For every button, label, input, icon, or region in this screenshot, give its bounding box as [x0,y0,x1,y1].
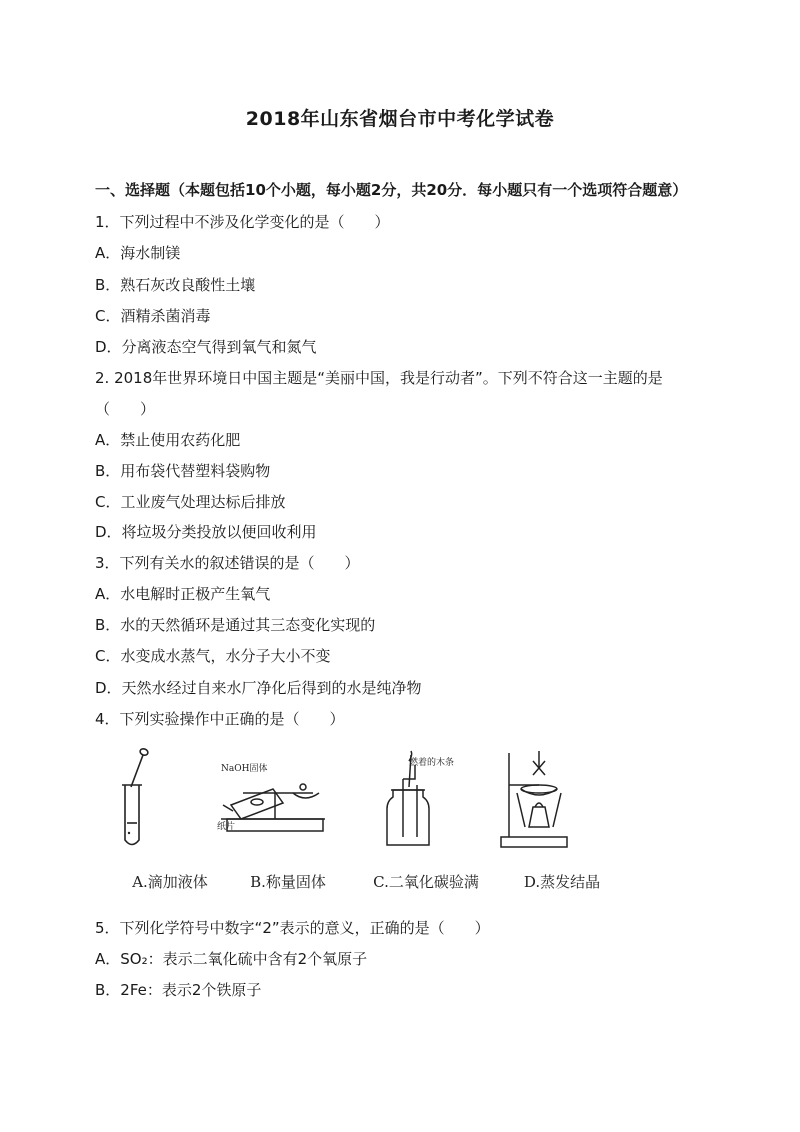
q4-figure [95,745,715,905]
q3-option-b: B．水的天然循环是通过其三态变化实现的 [95,616,376,634]
q3-option-a: A．水电解时正极产生氧气 [95,585,271,603]
stick-label: 燃着的木条 [409,758,455,768]
question-5: 5．下列化学符号中数字“2”表示的意义，正确的是（ ） [95,919,490,937]
q2-option-d: D．将垃圾分类投放以便回收利用 [95,523,317,541]
question-2: 2. 2018年世界环境日中国主题是“美丽中国，我是行动者”。下列不符合这一主题的是 [95,369,663,387]
paper-label: 纸片 [217,822,236,832]
gas-bottle-icon [351,745,501,870]
naoh-label: NaOH固体 [221,764,268,774]
q5-option-b: B．2Fe：表示2个铁原子 [95,981,262,999]
q2-option-b: B．用布袋代替塑料袋购物 [95,462,271,480]
q3-option-d: D．天然水经过自来水厂净化后得到的水是纯净物 [95,679,422,697]
caption-b: B.称量固体 [250,873,326,891]
caption-c: C.二氧化碳验满 [373,873,479,891]
question-2-cont: （ ） [95,400,156,418]
q1-option-c: C．酒精杀菌消毒 [95,307,211,325]
section-heading: 一、选择题（本题包括10个小题，每小题2分，共20分．每小题只有一个选项符合题意） [95,181,688,199]
figure-b [213,745,363,905]
page-title: 2018年山东省烟台市中考化学试卷 [245,108,555,130]
q1-option-d: D．分离液态空气得到氧气和氮气 [95,338,317,356]
question-1: 1．下列过程中不涉及化学变化的是（ ） [95,213,390,231]
q5-option-a: A．SO₂：表示二氧化硫中含有2个氧原子 [95,950,368,968]
caption-a: A.滴加液体 [132,873,208,891]
q2-option-a: A．禁止使用农药化肥 [95,431,241,449]
q1-option-a: A．海水制镁 [95,244,181,262]
question-3: 3．下列有关水的叙述错误的是（ ） [95,554,360,572]
q3-option-c: C．水变成水蒸气，水分子大小不变 [95,647,331,665]
balance-icon [213,745,363,870]
caption-d: D.蒸发结晶 [523,873,601,891]
figure-c [351,745,501,905]
q1-option-b: B．熟石灰改良酸性土壤 [95,276,256,294]
q2-option-c: C．工业废气处理达标后排放 [95,493,286,511]
figure-d [487,745,637,905]
evaporation-icon [487,745,637,870]
question-4: 4．下列实验操作中正确的是（ ） [95,710,345,728]
